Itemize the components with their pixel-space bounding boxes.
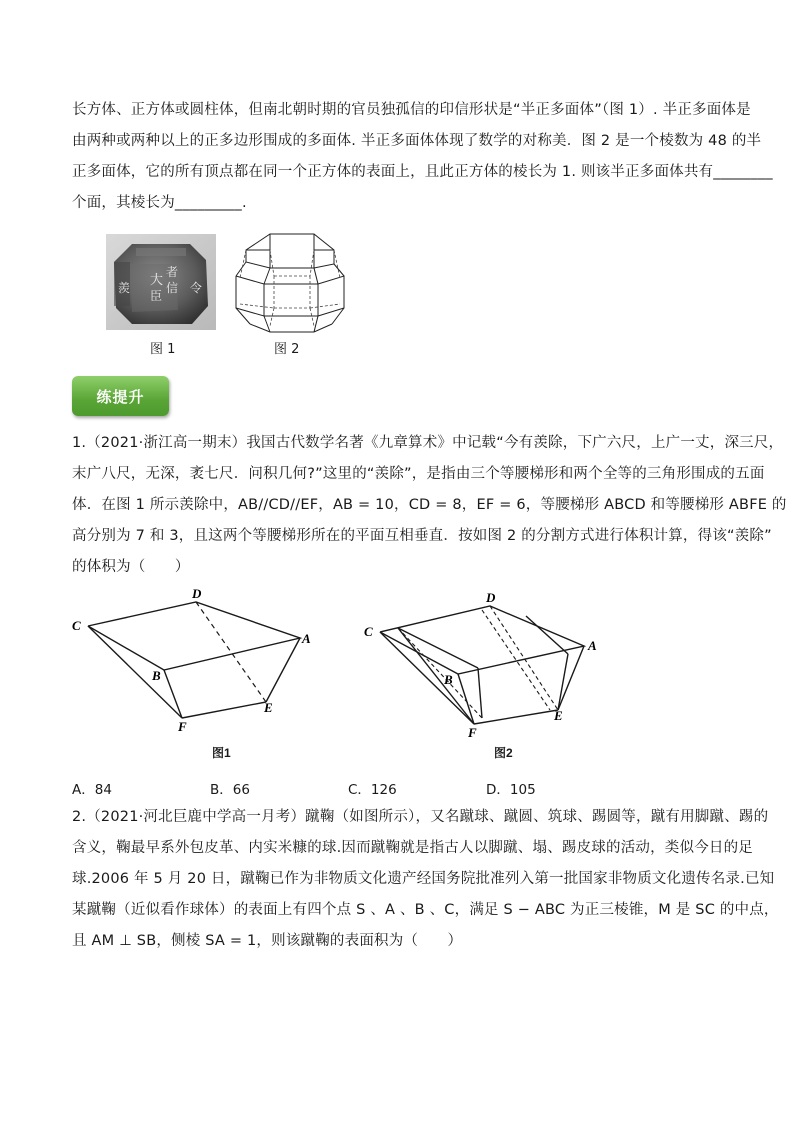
option-C[interactable]: C．126	[348, 782, 397, 798]
problem1-line: 体．在图 1 所示羡除中，AB//CD//EF，AB = 10，CD = 8，EF = 6，等腰梯形 ABCD 和等腰梯形 ABFE 的	[72, 497, 787, 513]
option-A[interactable]: A．84	[72, 782, 112, 798]
problem1-figure2-caption: 图2	[494, 746, 513, 760]
seal-character: 羨	[118, 281, 131, 295]
problem1-figure2	[358, 590, 608, 740]
problem1-options	[72, 774, 722, 798]
problem1-line: 高分别为 7 和 3，且这两个等腰梯形所在的平面互相垂直．按如图 2 的分割方式进行体积计算，得该“羡除”	[72, 528, 772, 544]
vertex-label-C: C	[364, 624, 373, 639]
vertex-label-A: A	[302, 631, 311, 646]
problem2-text	[72, 802, 779, 957]
problem1-figure1	[66, 586, 326, 736]
vertex-label-E: E	[554, 708, 563, 723]
vertex-label-B: B	[444, 672, 453, 687]
problem1-figure1-caption: 图1	[212, 746, 231, 760]
problem1-text	[72, 428, 787, 583]
vertex-label-F: F	[178, 719, 187, 734]
intro-line: 由两种或两种以上的正多边形围成的多面体. 半正多面体体现了数学的对称美．图 2 是一个棱数为 48 的半	[72, 133, 762, 149]
problem1-line: 1.（2021·浙江高一期末）我国古代数学名著《九章算术》中记载“今有羡除，下广六尺，上广一丈，深三尺，	[72, 435, 784, 451]
vertex-label-A: A	[588, 638, 597, 653]
vertex-label-D: D	[192, 586, 202, 601]
vertex-label-C: C	[72, 618, 81, 633]
problem2-line: 2.（2021·河北巨鹿中学高一月考）蹴鞠（如图所示），又名蹴球、蹴圆、筑球、踢圆等，蹴有用脚蹴、踢的	[72, 809, 769, 825]
figure2-caption: 图 2	[274, 342, 300, 357]
seal-character: 臣	[150, 289, 163, 303]
option-D[interactable]: D．105	[486, 782, 536, 798]
intro-paragraph	[72, 95, 773, 219]
intro-line: 个面，其棱长为_________.	[72, 195, 247, 211]
intro-line: 正多面体，它的所有顶点都在同一个正方体的表面上，且此正方体的棱长为 1. 则该半正多面体共有________	[72, 164, 773, 180]
option-B[interactable]: B．66	[210, 782, 250, 798]
figure1-caption: 图 1	[150, 342, 176, 357]
problem2-line: 某蹴鞠（近似看作球体）的表面上有四个点 S 、A 、B 、C，满足 S − ABC 为正三棱锥，M 是 SC 的中点，	[72, 902, 779, 918]
seal-character: 者	[166, 265, 179, 279]
polyhedron-figure	[230, 228, 348, 338]
vertex-label-E: E	[264, 700, 273, 715]
seal-character: 令	[190, 281, 203, 295]
vertex-label-B: B	[152, 668, 161, 683]
seal-character: 大	[150, 273, 164, 288]
problem2-line: 球.2006 年 5 月 20 日，蹴鞠已作为非物质文化遗产经国务院批准列入第一批国家非物质文化遗传名录.已知	[72, 871, 775, 887]
problem1-line: 的体积为（ ）	[72, 559, 190, 575]
problem2-line: 含义，鞠最早系外包皮革、内实米糠的球.因而蹴鞠就是指古人以脚蹴、塌、踢皮球的活动，类似今日的足	[72, 840, 754, 856]
problem1-line: 末广八尺，无深，袤七尺．问积几何?”这里的“羡除”，是指由三个等腰梯形和两个全等的三角形围成的五面	[72, 466, 765, 482]
intro-line: 长方体、正方体或圆柱体，但南北朝时期的官员独孤信的印信形状是“半正多面体”（图 1）. 半正多面体是	[72, 102, 751, 118]
vertex-label-D: D	[486, 590, 496, 605]
problem2-line: 且 AM ⊥ SB，侧棱 SA = 1，则该蹴鞠的表面积为（ ）	[72, 933, 463, 949]
vertex-label-F: F	[468, 725, 477, 740]
seal-character: 信	[166, 281, 179, 295]
seal-photo	[106, 234, 216, 330]
section-badge: 练提升	[72, 376, 169, 416]
